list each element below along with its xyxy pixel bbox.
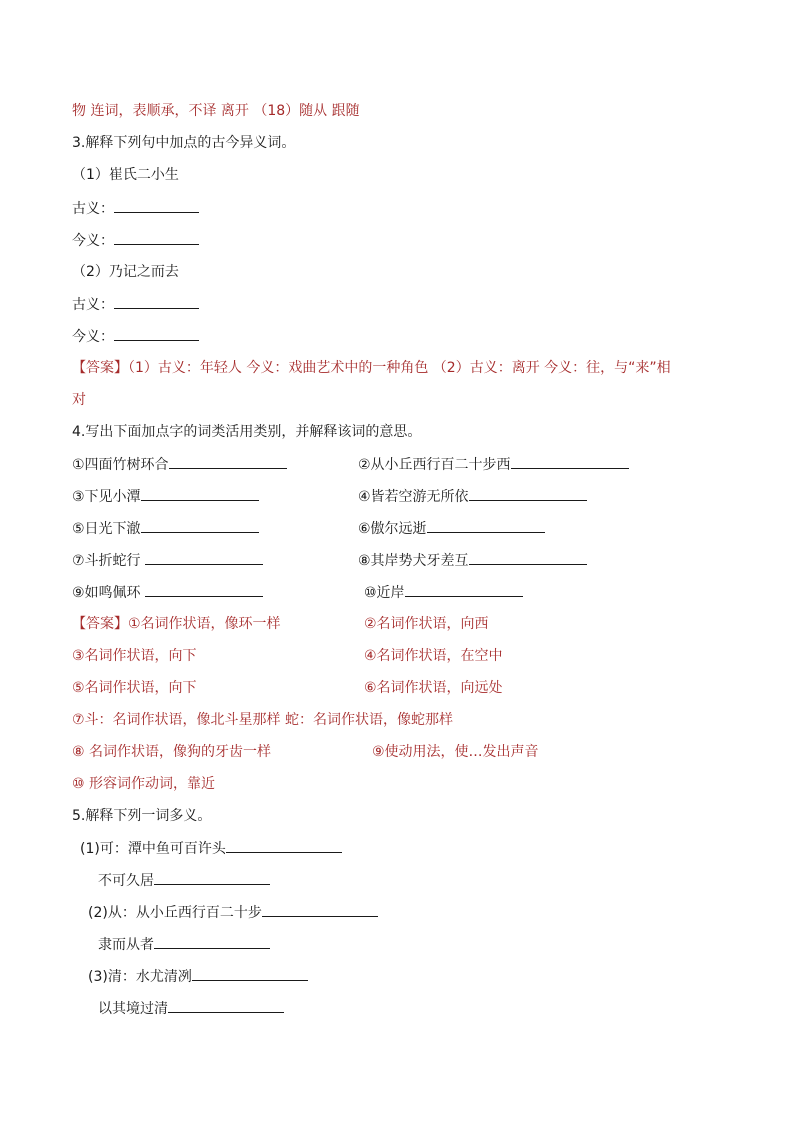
q3-answer-cont: 对 xyxy=(72,392,86,408)
q4-item-6: ⑥傲尔远逝 xyxy=(358,518,545,539)
answer-blank[interactable] xyxy=(511,454,629,469)
q4-answer-10: ⑩ 形容词作动词，靠近 xyxy=(72,776,216,792)
answer-blank[interactable] xyxy=(262,902,378,917)
answer-blank[interactable] xyxy=(141,518,259,533)
q4-answer-1: 【答案】①名词作状语，像环一样 xyxy=(72,616,281,632)
q4-item-3: ③下见小潭 xyxy=(72,486,259,507)
q3-item-1-modern-row xyxy=(72,230,199,251)
q4-item-5: ⑤日光下澈 xyxy=(72,518,259,539)
q3-item-2-ancient-row xyxy=(72,294,199,315)
answer-blank[interactable] xyxy=(192,966,308,981)
answer-blank[interactable] xyxy=(469,550,587,565)
q3-title: 3.解释下列句中加点的古今异义词。 xyxy=(72,135,296,151)
q4-item-7: ⑦斗折蛇行 xyxy=(72,550,263,571)
q4-answer-9: ⑨使动用法，使…发出声音 xyxy=(372,744,539,760)
q5-line-5: (3)清：水尤清冽 xyxy=(88,966,308,987)
q4-item-9: ⑨如鸣佩环 xyxy=(72,582,263,603)
q5-line-4: 隶而从者 xyxy=(98,934,270,955)
q3-item-2-modern-row xyxy=(72,326,199,347)
answer-blank[interactable] xyxy=(114,294,199,309)
q4-answer-8: ⑧ 名词作状语，像狗的牙齿一样 xyxy=(72,744,272,760)
q4-answer-5: ⑤名词作状语，向下 xyxy=(72,680,197,696)
answer-blank[interactable] xyxy=(154,870,270,885)
answer-blank[interactable] xyxy=(141,486,259,501)
q4-item-8: ⑧其岸势犬牙差互 xyxy=(358,550,587,571)
q4-answer-7: ⑦斗：名词作状语，像北斗星那样 蛇：名词作状语，像蛇那样 xyxy=(72,712,453,728)
answer-blank[interactable] xyxy=(226,838,342,853)
answer-blank[interactable] xyxy=(168,998,284,1013)
q3-item-2: （2）乃记之而去 xyxy=(72,264,179,280)
q4-title: 4.写出下面加点字的词类活用类别，并解释该词的意思。 xyxy=(72,424,422,440)
answer-blank[interactable] xyxy=(145,582,263,597)
q5-line-3: (2)从：从小丘西行百二十步 xyxy=(88,902,378,923)
q3-answer: 【答案】（1）古义：年轻人 今义：戏曲艺术中的一种角色 （2）古义：离开 今义：往，与“来”相 xyxy=(72,360,671,376)
q4-answer-3: ③名词作状语，向下 xyxy=(72,648,197,664)
q4-item-2: ②从小丘西行百二十步西 xyxy=(358,454,629,475)
ancient-meaning-label: 古义： xyxy=(72,201,114,217)
answer-blank[interactable] xyxy=(427,518,545,533)
answer-blank[interactable] xyxy=(154,934,270,949)
q4-answer-2: ②名词作状语，向西 xyxy=(364,616,489,632)
answer-blank[interactable] xyxy=(145,550,263,565)
q4-answer-6: ⑥名词作状语，向远处 xyxy=(364,680,503,696)
q3-item-1: （1）崔氏二小生 xyxy=(72,167,179,183)
q4-item-10: ⑩近岸 xyxy=(364,582,523,603)
answer-blank[interactable] xyxy=(114,326,199,341)
modern-meaning-label: 今义： xyxy=(72,329,114,345)
answer-blank[interactable] xyxy=(114,198,199,213)
modern-meaning-label: 今义： xyxy=(72,233,114,249)
q3-item-1-ancient-row xyxy=(72,198,199,219)
answer-blank[interactable] xyxy=(114,230,199,245)
answer-blank[interactable] xyxy=(405,582,523,597)
q4-item-1: ①四面竹树环合 xyxy=(72,454,287,475)
q5-line-6: 以其境过清 xyxy=(98,998,284,1019)
answer-blank[interactable] xyxy=(169,454,287,469)
q5-title: 5.解释下列一词多义。 xyxy=(72,808,212,824)
q5-line-1: (1)可：潭中鱼可百许头 xyxy=(80,838,342,859)
q4-answer-4: ④名词作状语，在空中 xyxy=(364,648,503,664)
answer-blank[interactable] xyxy=(469,486,587,501)
q5-line-2: 不可久居 xyxy=(98,870,270,891)
q4-item-4: ④皆若空游无所依 xyxy=(358,486,587,507)
previous-answer-line: 物 连词，表顺承，不译 离开 （18）随从 跟随 xyxy=(72,103,360,119)
ancient-meaning-label: 古义： xyxy=(72,297,114,313)
